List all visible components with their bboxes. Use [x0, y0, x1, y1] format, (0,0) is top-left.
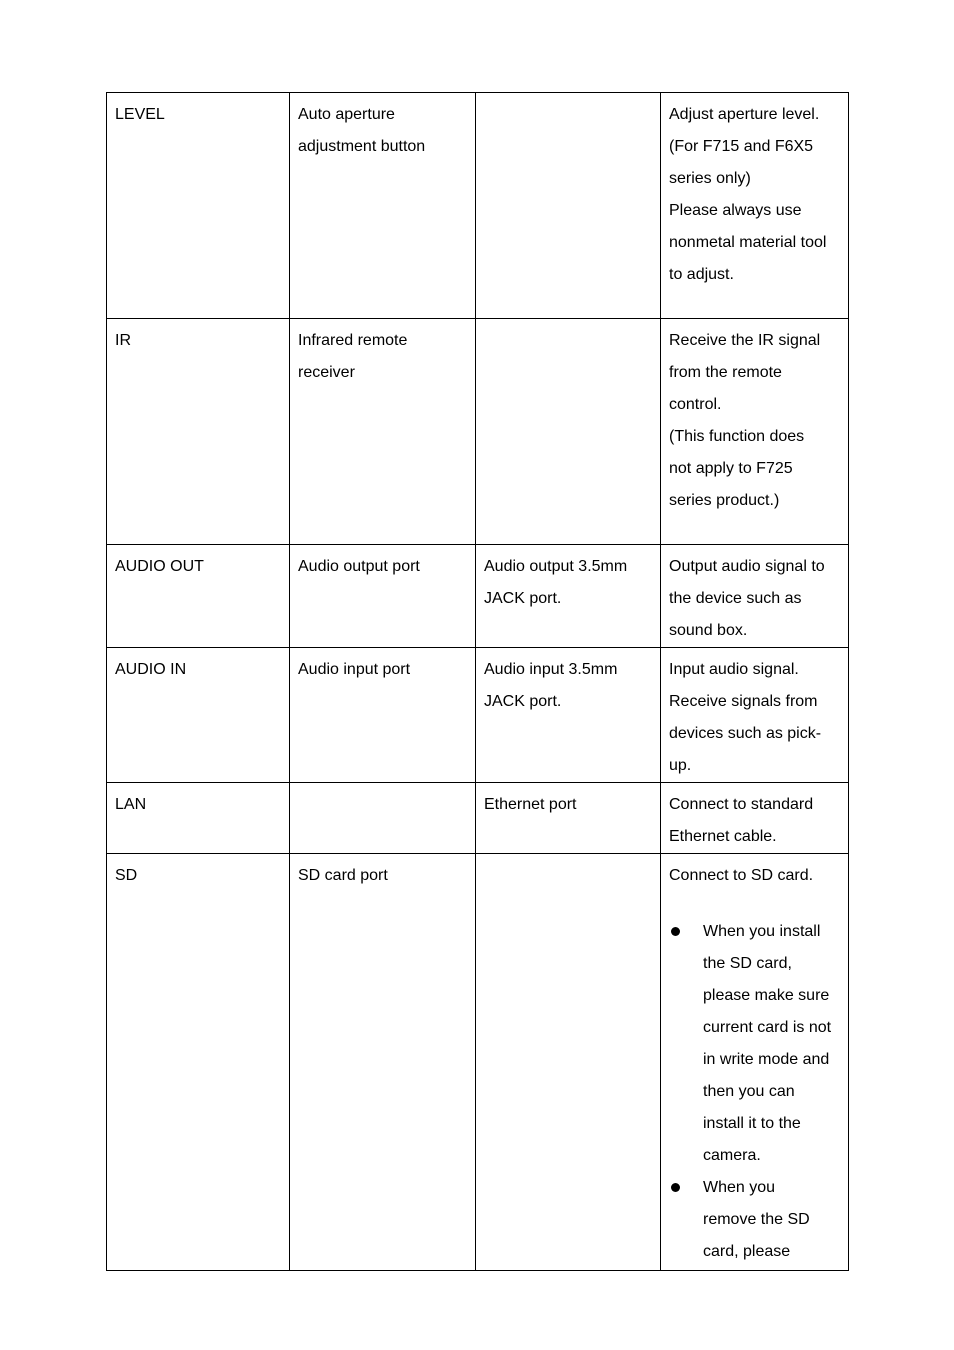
bullet-icon: [671, 1183, 680, 1192]
cell-description: Output audio signal to the device such as sound box.: [661, 545, 849, 648]
cell-connection: Ethernet port: [476, 783, 661, 854]
sd-notes-list: [669, 916, 840, 1268]
cell-function: SD card port: [290, 854, 476, 1271]
interface-spec-table: [106, 92, 849, 1271]
cell-description: Input audio signal. Receive signals from devices such as pick- up.: [661, 648, 849, 783]
table-row-level: [107, 93, 849, 319]
table-row-sd: [107, 854, 849, 1271]
cell-function: Audio input port: [290, 648, 476, 783]
cell-description: Receive the IR signal from the remote control. (This function does not apply to F725 series product.): [661, 319, 849, 545]
cell-connection: [476, 319, 661, 545]
table-row-audio-out: [107, 545, 849, 648]
table-row-ir: [107, 319, 849, 545]
cell-connection: Audio input 3.5mm JACK port.: [476, 648, 661, 783]
cell-description: Connect to standard Ethernet cable.: [661, 783, 849, 854]
bullet-icon: [671, 927, 680, 936]
cell-connection: [476, 854, 661, 1271]
cell-interface-name: LEVEL: [107, 93, 290, 319]
cell-interface-name: SD: [107, 854, 290, 1271]
table-row-lan: [107, 783, 849, 854]
cell-function: [290, 783, 476, 854]
cell-interface-name: LAN: [107, 783, 290, 854]
cell-interface-name: AUDIO OUT: [107, 545, 290, 648]
paragraph-gap: [669, 892, 840, 916]
cell-interface-name: IR: [107, 319, 290, 545]
cell-description: Adjust aperture level. (For F715 and F6X5 series only) Please always use nonmetal material tool to adjust.: [661, 93, 849, 319]
cell-function: Audio output port: [290, 545, 476, 648]
cell-interface-name: AUDIO IN: [107, 648, 290, 783]
list-item: When you install the SD card, please make sure current card is not in write mode and then you can install it to the camera.: [669, 916, 840, 1172]
cell-description: Connect to SD card. When you install the SD card, please make sure current card is not in write mode and then you can install it to the camera. When you remove the SD card, please: [661, 854, 849, 1271]
cell-connection: Audio output 3.5mm JACK port.: [476, 545, 661, 648]
cell-function: Infrared remote receiver: [290, 319, 476, 545]
list-item: When you remove the SD card, please: [669, 1172, 840, 1268]
table-row-audio-in: [107, 648, 849, 783]
cell-connection: [476, 93, 661, 319]
cell-function: Auto aperture adjustment button: [290, 93, 476, 319]
